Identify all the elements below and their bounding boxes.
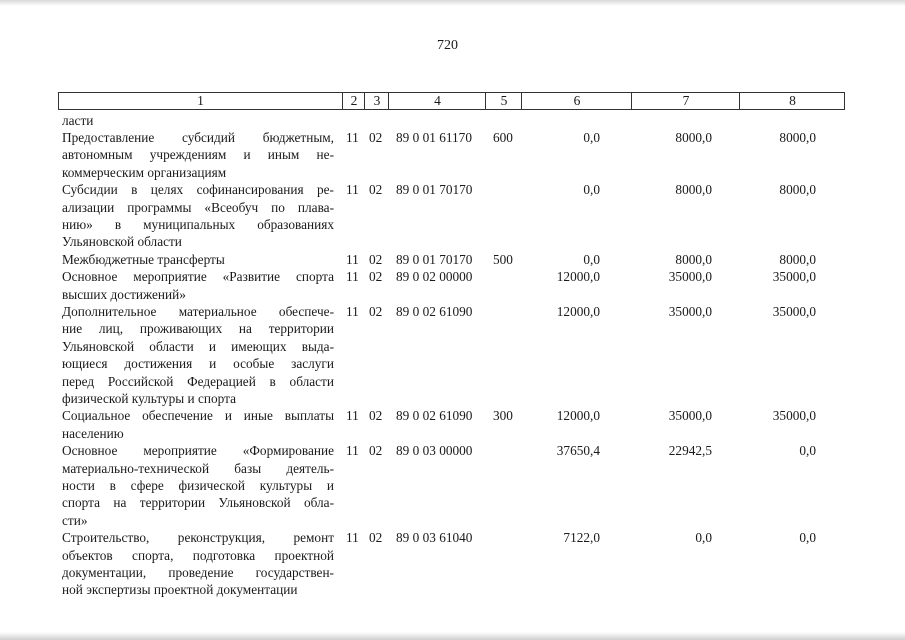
- amount-col-6: 0,0: [583, 182, 600, 198]
- amount-col-6: 37650,4: [556, 443, 600, 459]
- expense-type-code: 300: [493, 408, 513, 424]
- description-line: сти»: [62, 512, 88, 528]
- target-article-code: 89 0 03 61040: [396, 530, 473, 546]
- row-description: [62, 129, 334, 181]
- row-description: [62, 251, 334, 268]
- section-code: 11: [346, 443, 359, 459]
- amount-col-6: 12000,0: [556, 304, 600, 319]
- description-line: объектов спорта, подготовка проектной: [62, 547, 334, 563]
- row-description: [62, 529, 334, 599]
- description-line: ющиеся достижения и особые заслуги: [62, 356, 334, 372]
- continuation-text: ласти: [62, 113, 94, 128]
- target-article-code: 89 0 02 61090: [396, 408, 473, 424]
- section-code: 11: [346, 269, 359, 285]
- scan-edge-bottom: [0, 632, 905, 640]
- amount-col-8: 0,0: [799, 443, 816, 459]
- header-col-8: 8: [739, 93, 845, 109]
- amount-col-8: 35000,0: [772, 269, 816, 285]
- amount-col-7: 35000,0: [668, 304, 712, 319]
- target-article-code: 89 0 01 70170: [396, 251, 473, 267]
- description-line: Ульяновской области: [62, 234, 182, 250]
- amount-col-8: 0,0: [799, 530, 816, 546]
- description-line: высших достижений»: [62, 286, 186, 302]
- target-article-code: 89 0 01 61170: [396, 130, 472, 145]
- description-line: Социальное обеспечение и иные выплаты: [62, 408, 334, 424]
- section-code: 11: [346, 530, 359, 546]
- amount-col-8: 8000,0: [779, 130, 816, 145]
- table-header: [58, 92, 845, 110]
- description-line: материально-технической базы деятель-: [62, 460, 334, 476]
- row-description: [62, 268, 334, 303]
- expense-type-code: 500: [493, 251, 513, 267]
- target-article-code: 89 0 01 70170: [396, 182, 473, 198]
- description-line: Дополнительное материальное обеспече-: [62, 304, 334, 319]
- row-description: [62, 442, 334, 529]
- row-description: [62, 303, 334, 407]
- subsection-code: 02: [369, 182, 383, 198]
- subsection-code: 02: [369, 443, 383, 459]
- subsection-code: 02: [369, 304, 383, 319]
- description-line: ние лиц, проживающих на территории: [62, 321, 334, 337]
- description-line: документации, проведение государствен-: [62, 565, 334, 580]
- subsection-code: 02: [369, 530, 383, 546]
- amount-col-7: 8000,0: [675, 251, 712, 267]
- description-line: автономным учреждениям и иным не-: [62, 147, 334, 163]
- header-col-5: 5: [485, 93, 522, 109]
- section-code: 11: [346, 182, 359, 198]
- amount-col-8: 35000,0: [772, 304, 816, 319]
- description-line: Основное мероприятие «Развитие спорта: [62, 269, 334, 285]
- description-line: ной экспертизы проектной документации: [62, 582, 298, 598]
- amount-col-7: 35000,0: [668, 408, 712, 424]
- target-article-code: 89 0 02 00000: [396, 269, 473, 285]
- amount-col-7: 0,0: [695, 530, 712, 546]
- description-line: физической культуры и спорта: [62, 391, 236, 407]
- amount-col-6: 12000,0: [556, 269, 600, 285]
- section-code: 11: [346, 251, 359, 267]
- description-line: населению: [62, 425, 124, 441]
- scan-edge-top: [0, 0, 905, 6]
- amount-col-8: 35000,0: [772, 408, 816, 424]
- description-line: Предоставление субсидий бюджетным,: [62, 130, 334, 145]
- description-line: Ульяновской области и имеющих выда-: [62, 338, 334, 354]
- target-article-code: 89 0 02 61090: [396, 304, 473, 319]
- row-description: [62, 181, 334, 251]
- amount-col-8: 8000,0: [779, 251, 816, 267]
- subsection-code: 02: [369, 251, 383, 267]
- description-line: нию» в муниципальных образованиях: [62, 217, 334, 232]
- amount-col-6: 0,0: [583, 251, 600, 267]
- expense-type-code: 600: [493, 130, 513, 145]
- description-line: перед Российской Федерацией в области: [62, 373, 334, 389]
- amount-col-6: 12000,0: [556, 408, 600, 424]
- header-col-2: 2: [342, 93, 365, 109]
- amount-col-7: 8000,0: [675, 182, 712, 198]
- header-col-6: 6: [521, 93, 632, 109]
- amount-col-8: 8000,0: [779, 182, 816, 198]
- header-col-1: 1: [197, 93, 204, 108]
- amount-col-7: 35000,0: [668, 269, 712, 285]
- description-line: Строительство, реконструкция, ремонт: [62, 530, 334, 546]
- subsection-code: 02: [369, 130, 383, 145]
- description-line: Межбюджетные трансферты: [62, 251, 225, 267]
- section-code: 11: [346, 304, 359, 319]
- section-code: 11: [346, 130, 359, 145]
- header-col-4: 4: [388, 93, 486, 109]
- description-line: Основное мероприятие «Формирование: [62, 443, 334, 459]
- header-col-7: 7: [631, 93, 740, 109]
- section-code: 11: [346, 408, 359, 424]
- amount-col-6: 7122,0: [563, 530, 600, 546]
- page-number: 720: [437, 38, 458, 53]
- subsection-code: 02: [369, 408, 383, 424]
- target-article-code: 89 0 03 00000: [396, 443, 473, 459]
- description-line: коммерческим организациям: [62, 164, 227, 180]
- description-line: Субсидии в целях софинансирования ре-: [62, 182, 334, 198]
- amount-col-7: 8000,0: [675, 130, 712, 145]
- row-description: [62, 407, 334, 442]
- description-line: спорта на территории Ульяновской обла-: [62, 495, 334, 511]
- header-col-3: 3: [364, 93, 389, 109]
- subsection-code: 02: [369, 269, 383, 285]
- amount-col-7: 22942,5: [668, 443, 712, 459]
- amount-col-6: 0,0: [583, 130, 600, 145]
- description-line: ности в сфере физической культуры и: [62, 478, 334, 493]
- description-line: ализации программы «Всеобуч по плава-: [62, 199, 334, 215]
